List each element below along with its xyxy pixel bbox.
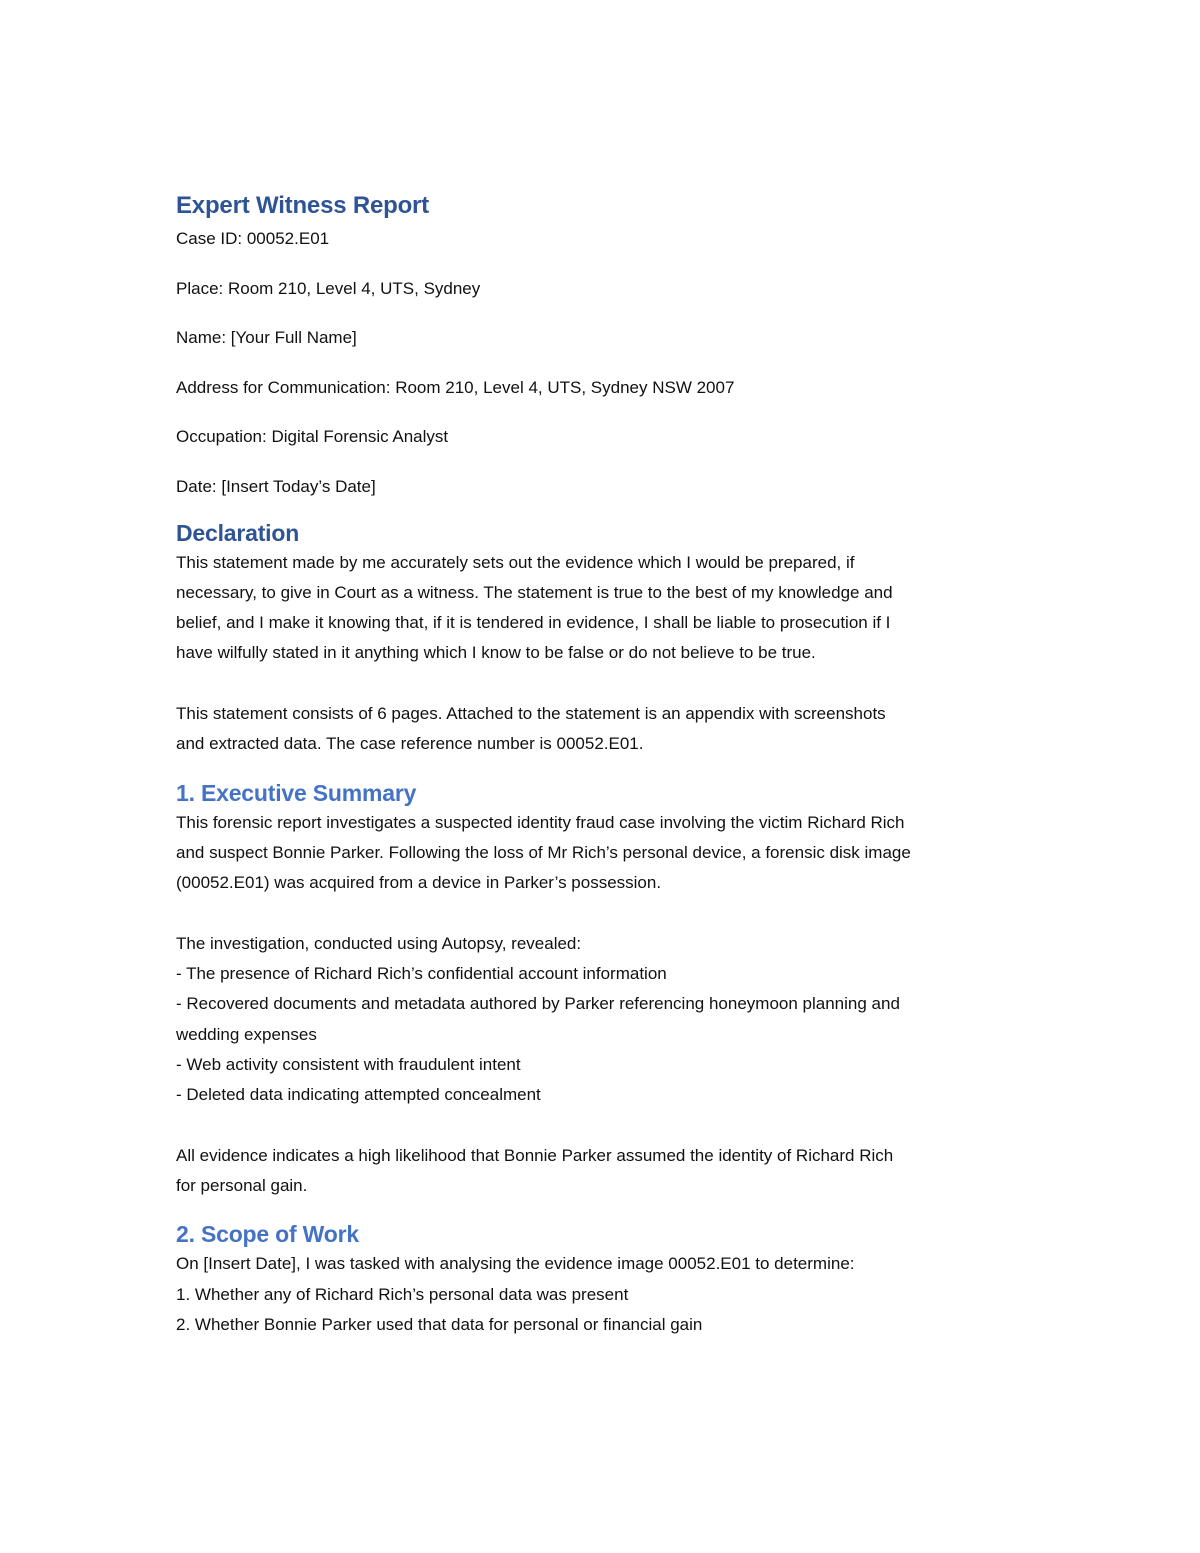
declaration-paragraph-2: [176, 699, 1036, 760]
name-field: Name: [Your Full Name]: [176, 328, 357, 347]
declaration-heading: Declaration: [176, 519, 300, 546]
case-id-field: Case ID: 00052.E01: [176, 229, 330, 248]
paragraph-line: This forensic report investigates a suspected identity fraud case involving the victim Richard Rich: [176, 812, 905, 832]
finding-item: wedding expenses: [176, 1024, 317, 1044]
date-field: Date: [Insert Today’s Date]: [176, 476, 376, 496]
paragraph-line: belief, and I make it knowing that, if it is tendered in evidence, I shall be liable to prosecution if I: [176, 613, 891, 633]
paragraph-line: On [Insert Date], I was tasked with analysing the evidence image 00052.E01 to determine:: [176, 1254, 855, 1274]
paragraph-line: (00052.E01) was acquired from a device in Parker’s possession.: [176, 873, 662, 893]
paragraph-line: and suspect Bonnie Parker. Following the loss of Mr Rich’s personal device, a forensic disk image: [176, 842, 911, 862]
finding-item: - Recovered documents and metadata authored by Parker referencing honeymoon planning and: [176, 994, 900, 1014]
place-field: Place: Room 210, Level 4, UTS, Sydney: [176, 278, 481, 298]
paragraph-line: and extracted data. The case reference number is 00052.E01.: [176, 734, 644, 754]
paragraph-line: The investigation, conducted using Autopsy, revealed:: [176, 933, 582, 953]
declaration-paragraph-1: [176, 548, 1036, 669]
occupation-field: Occupation: Digital Forensic Analyst: [176, 427, 449, 446]
paragraph-line: necessary, to give in Court as a witness. The statement is true to the best of my knowledge and: [176, 582, 893, 602]
executive-summary-conclusion: [176, 1141, 1036, 1202]
paragraph-line: All evidence indicates a high likelihood that Bonnie Parker assumed the identity of Richard Rich: [176, 1145, 894, 1165]
address-field: Address for Communication: Room 210, Level 4, UTS, Sydney NSW 2007: [176, 377, 735, 397]
paragraph-line: This statement made by me accurately sets out the evidence which I would be prepared, if: [176, 552, 855, 572]
executive-summary-findings: [176, 929, 1036, 1111]
report-title: Expert Witness Report: [176, 192, 429, 219]
scope-of-work-heading: 2. Scope of Work: [176, 1221, 359, 1248]
executive-summary-paragraph-1: [176, 808, 1036, 899]
scope-of-work-body: [176, 1249, 1036, 1340]
case-details: [176, 228, 1036, 498]
paragraph-line: This statement consists of 6 pages. Attached to the statement is an appendix with screenshots: [176, 703, 886, 723]
finding-item: - The presence of Richard Rich’s confidential account information: [176, 964, 667, 984]
executive-summary-heading: 1. Executive Summary: [176, 779, 417, 806]
document-page: [176, 190, 1036, 1340]
finding-item: - Web activity consistent with fraudulent intent: [176, 1054, 521, 1074]
finding-item: - Deleted data indicating attempted concealment: [176, 1085, 541, 1105]
scope-item: 2. Whether Bonnie Parker used that data for personal or financial gain: [176, 1315, 703, 1335]
scope-item: 1. Whether any of Richard Rich’s personal data was present: [176, 1284, 629, 1304]
paragraph-line: have wilfully stated in it anything which I know to be false or do not believe to be true.: [176, 643, 816, 663]
paragraph-line: for personal gain.: [176, 1176, 308, 1196]
